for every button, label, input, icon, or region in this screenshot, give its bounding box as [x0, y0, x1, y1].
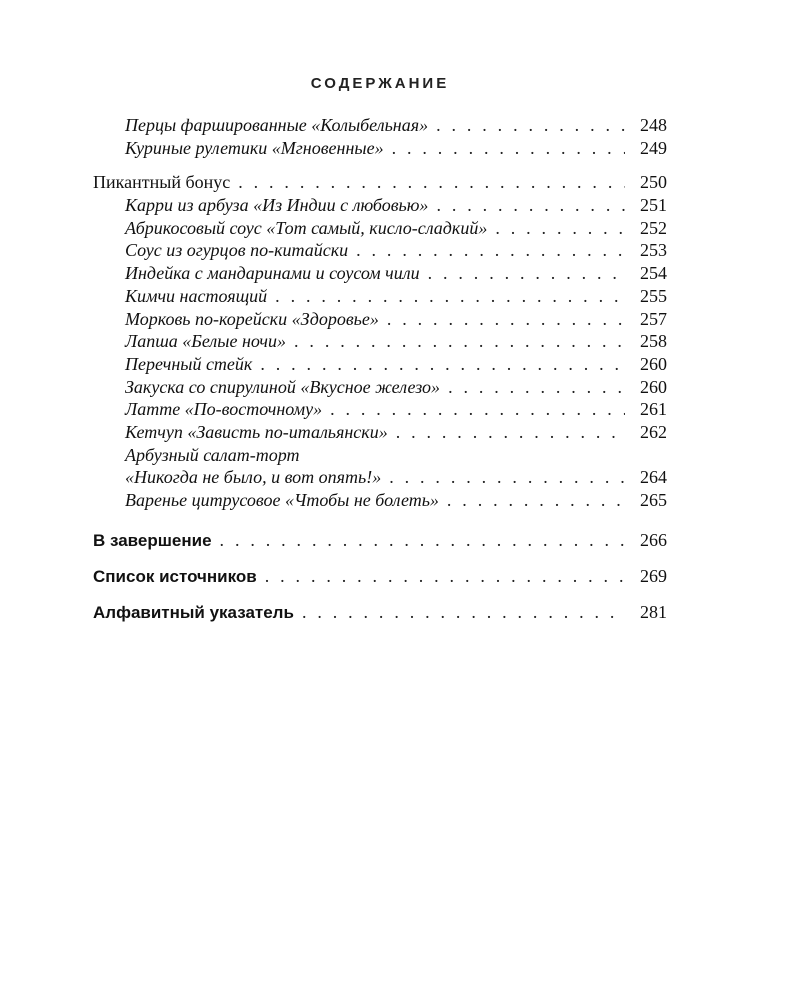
dot-leader [448, 376, 625, 399]
toc-entry-title: Лапша «Белые ночи» [125, 331, 287, 352]
dot-leader [260, 353, 625, 376]
toc-chapter-page: 281 [640, 601, 667, 622]
toc-chapter[interactable] [93, 601, 667, 623]
toc-entry[interactable] [93, 489, 667, 512]
toc-entry[interactable] [93, 194, 667, 217]
toc-entry-title: Индейка с мандаринами и соусом чили [125, 263, 420, 284]
dot-leader [392, 137, 625, 160]
toc-entry-page: 255 [640, 285, 667, 306]
toc-entry[interactable] [93, 217, 667, 240]
toc-entry-page: 264 [640, 467, 667, 488]
dot-leader [447, 489, 625, 512]
toc-entry-title: Куриные рулетики «Мгновенные» [125, 137, 384, 158]
dot-leader [436, 194, 625, 217]
toc-entry-title: Перечный стейк [125, 353, 253, 374]
dot-leader [356, 239, 625, 262]
dot-leader [436, 114, 625, 137]
toc-entry-page: 254 [640, 263, 667, 284]
toc-entry[interactable] [93, 114, 667, 137]
toc-entry-title: Перцы фаршированные «Колыбельная» [125, 115, 429, 135]
toc-entry-title-line1[interactable]: Арбузный салат-торт [125, 444, 300, 465]
toc-entry-page: 248 [640, 115, 667, 135]
dot-leader [389, 466, 625, 489]
toc-entry-title: Кимчи настоящий [125, 285, 268, 306]
toc-chapter-title: Список источников [93, 566, 257, 586]
toc-entry-page: 253 [640, 240, 667, 261]
toc-entry[interactable] [93, 330, 667, 353]
toc-chapter[interactable] [93, 529, 667, 551]
toc-entry-title: Соус из огурцов по-китайски [125, 240, 349, 261]
toc-chapter-page: 269 [640, 565, 667, 586]
toc-entry-title: Закуска со спирулиной «Вкусное железо» [125, 376, 441, 397]
toc-chapter-page: 266 [640, 529, 667, 550]
dot-leader [387, 308, 625, 331]
toc-chapter-title: Алфавитный указатель [93, 602, 294, 622]
toc-entry-page: 260 [640, 353, 667, 374]
toc-entry-title: Варенье цитрусовое «Чтобы не болеть» [125, 490, 439, 510]
toc-entry[interactable] [93, 239, 667, 262]
page-title: СОДЕРЖАНИЕ [310, 75, 450, 92]
dot-leader [428, 262, 625, 285]
toc-entry[interactable] [93, 376, 667, 399]
toc-entry[interactable] [93, 285, 667, 308]
toc-entry-page: 252 [640, 217, 667, 238]
toc-entry-title: Морковь по-корейски «Здоровье» [125, 308, 379, 329]
toc-entry-page: 262 [640, 421, 667, 442]
dot-leader [238, 171, 625, 194]
toc-entry[interactable] [93, 398, 667, 421]
toc-section-page: 250 [640, 172, 667, 193]
dot-leader [302, 601, 625, 623]
toc-entry[interactable] [93, 353, 667, 376]
dot-leader [495, 217, 625, 240]
dot-leader [330, 398, 625, 421]
dot-leader [294, 330, 625, 353]
dot-leader [220, 529, 625, 551]
toc-entry-title: Кетчуп «Зависть по-итальянски» [125, 421, 388, 442]
toc-entry-page: 265 [640, 490, 667, 510]
toc-entry[interactable] [93, 421, 667, 444]
toc-section-title: Пикантный бонус [93, 172, 231, 193]
toc-entry[interactable] [93, 466, 667, 489]
toc-entry-page: 258 [640, 331, 667, 352]
toc-entry-page: 261 [640, 399, 667, 420]
toc-chapter[interactable] [93, 565, 667, 587]
dot-leader [396, 421, 625, 444]
toc-entry-page: 251 [640, 195, 667, 216]
dot-leader [275, 285, 625, 308]
toc-chapter-title: В завершение [93, 530, 212, 550]
toc-entry[interactable] [93, 137, 667, 160]
toc-entry-title: Карри из арбуза «Из Индии с любовью» [125, 195, 429, 216]
toc-entry-title-line2: «Никогда не было, и вот опять!» [125, 467, 382, 488]
toc-entry-page: 260 [640, 376, 667, 397]
table-of-contents [93, 114, 667, 623]
toc-entry-page: 249 [640, 137, 667, 158]
toc-entry[interactable] [93, 262, 667, 285]
toc-entry-title: Абрикосовый соус «Тот самый, кисло-сладкий» [125, 217, 488, 238]
toc-entry-title: Латте «По-восточному» [125, 399, 323, 420]
dot-leader [265, 565, 625, 587]
toc-section[interactable] [93, 171, 667, 194]
toc-entry-page: 257 [640, 308, 667, 329]
toc-entry[interactable] [93, 308, 667, 331]
